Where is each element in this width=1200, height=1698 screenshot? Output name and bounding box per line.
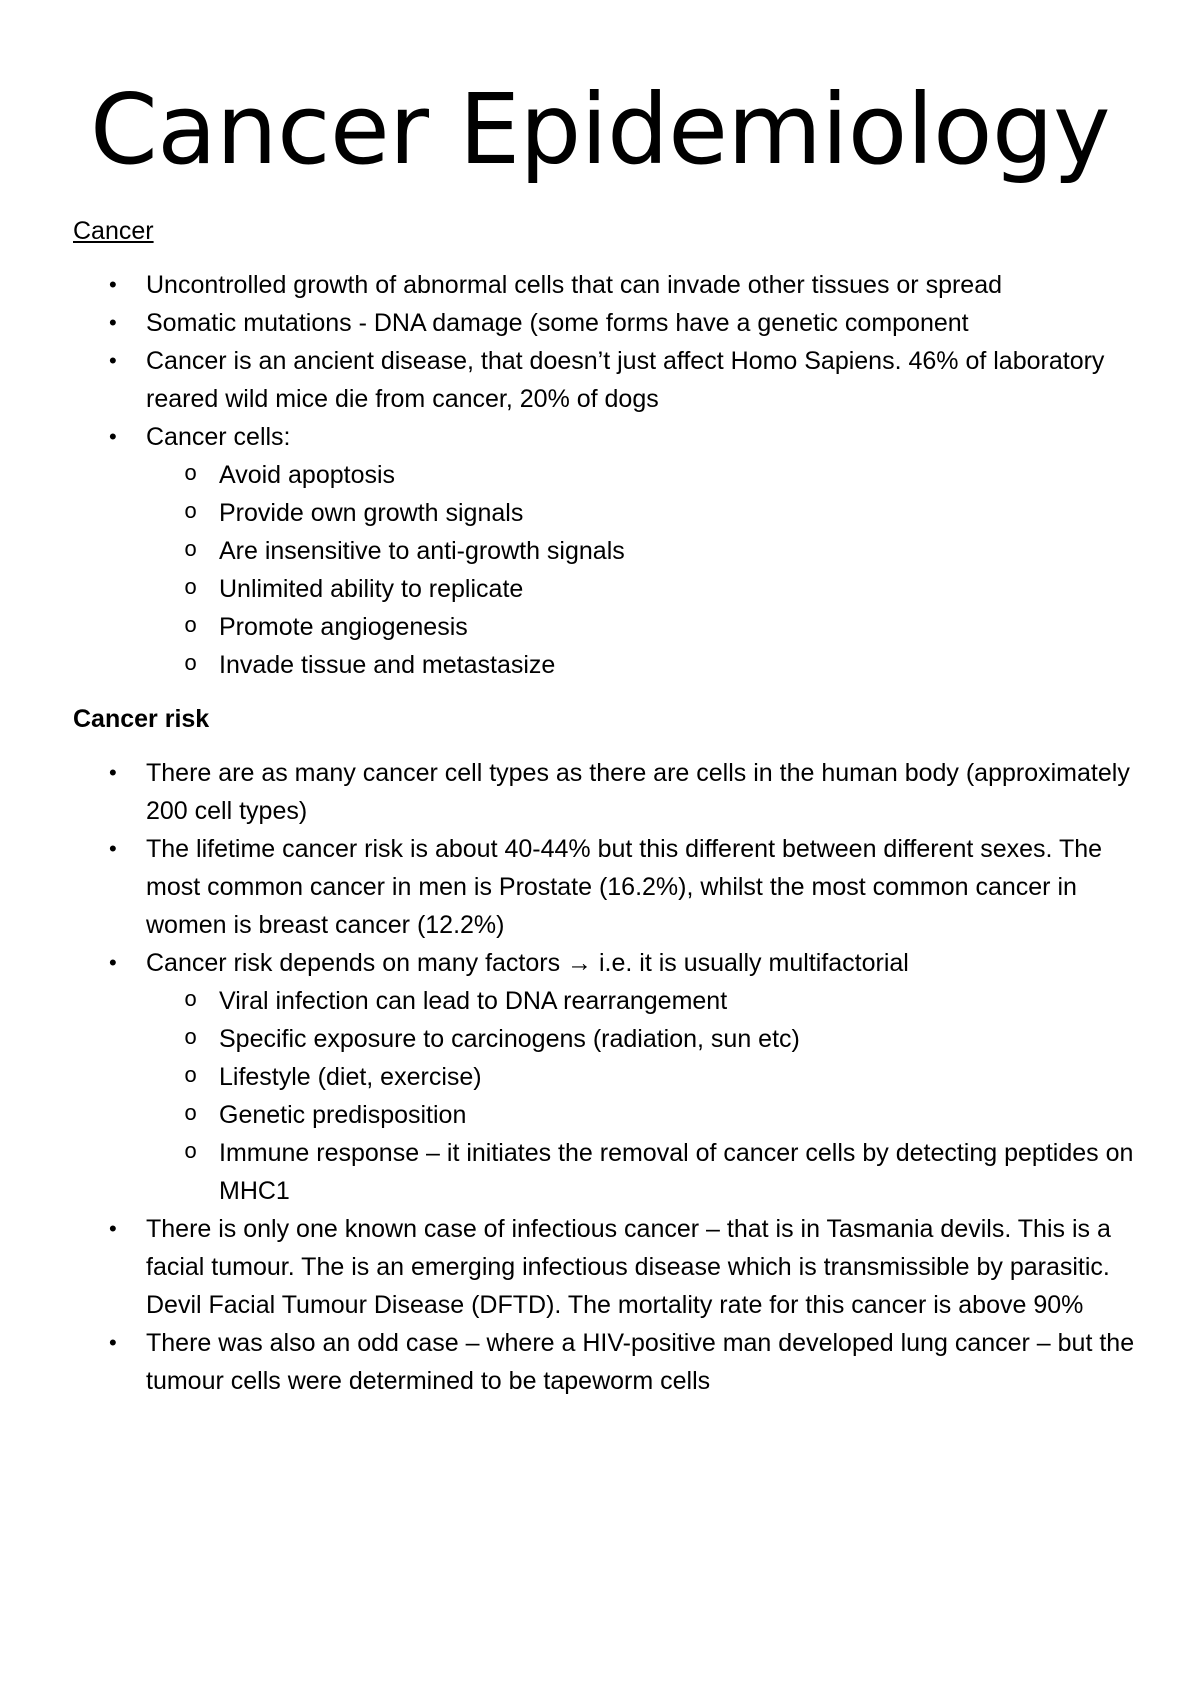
list-item-text: Cancer is an ancient disease, that doesn’t just affect Homo Sapiens. 46% of laboratory reared wild mice die from cancer, 20% of dogs (146, 347, 1105, 413)
hollow-bullet-icon: o (184, 1102, 198, 1127)
sub-list-item-text: Specific exposure to carcinogens (radiation, sun etc) (219, 1025, 800, 1053)
list-item (73, 944, 1143, 1210)
sub-list-item-text: Immune response – it initiates the removal of cancer cells by detecting peptides on MHC1 (219, 1139, 1134, 1205)
hollow-bullet-icon: o (184, 576, 198, 601)
sub-list-item (146, 646, 1143, 684)
list-item-text: There was also an odd case – where a HIV-positive man developed lung cancer – but the tumour cells were determined to be tapeworm cells (146, 1329, 1135, 1395)
list-item-text: Uncontrolled growth of abnormal cells that can invade other tissues or spread (146, 271, 1003, 299)
document-body (73, 212, 1143, 1400)
list-item-text: There is only one known case of infectious cancer – that is in Tasmania devils. This is a facial tumour. The is an emerging infectious disease which is transmissible by parasitic. Devil Facial Tumour Disease (DFTD). The mortality rate for this cancer is above 90% (146, 1215, 1111, 1319)
hollow-bullet-icon: o (184, 614, 198, 639)
hollow-bullet-icon: o (184, 1026, 198, 1051)
hollow-bullet-icon: o (184, 988, 198, 1013)
bullet-icon: • (109, 1216, 117, 1241)
bullet-icon: • (109, 310, 117, 335)
list-item-text: i.e. it is usually multifactorial (599, 949, 909, 977)
list-item (73, 1210, 1143, 1324)
list-item (73, 830, 1143, 944)
sub-list-item (146, 1058, 1143, 1096)
hollow-bullet-icon: o (184, 652, 198, 677)
section-heading-cancer: Cancer (73, 217, 154, 245)
sub-list-item-text: Promote angiogenesis (219, 613, 468, 641)
hollow-bullet-icon: o (184, 500, 198, 525)
sub-list-item-text: Invade tissue and metastasize (219, 651, 556, 679)
cancer-cells-sublist (146, 456, 1143, 684)
hollow-bullet-icon: o (184, 1140, 198, 1165)
sub-list-item (146, 1096, 1143, 1134)
cancer-bullet-list (73, 266, 1143, 684)
list-item-text: Cancer cells: (146, 423, 291, 451)
sub-list-item (146, 456, 1143, 494)
risk-factors-sublist (146, 982, 1143, 1210)
list-item (73, 266, 1143, 304)
sub-list-item-text: Lifestyle (diet, exercise) (219, 1063, 482, 1091)
hollow-bullet-icon: o (184, 1064, 198, 1089)
bullet-icon: • (109, 950, 117, 975)
bullet-icon: • (109, 272, 117, 297)
list-item-text: Cancer risk depends on many factors (146, 949, 561, 977)
list-item (73, 418, 1143, 684)
list-item-text: Somatic mutations - DNA damage (some forms have a genetic component (146, 309, 969, 337)
sub-list-item (146, 1020, 1143, 1058)
bullet-icon: • (109, 424, 117, 449)
sub-list-item (146, 1134, 1143, 1210)
bullet-icon: • (109, 1330, 117, 1355)
hollow-bullet-icon: o (184, 538, 198, 563)
list-item (73, 754, 1143, 830)
page-title: Cancer Epidemiology (90, 73, 1110, 186)
right-arrow-icon: → (567, 949, 593, 977)
sub-list-item-text: Are insensitive to anti-growth signals (219, 537, 625, 565)
sub-list-item (146, 982, 1143, 1020)
sub-list-item-text: Genetic predisposition (219, 1101, 467, 1129)
sub-list-item-text: Avoid apoptosis (219, 461, 396, 489)
sub-list-item-text: Provide own growth signals (219, 499, 524, 527)
list-item-text: The lifetime cancer risk is about 40-44% but this different between different sexes. The most common cancer in men is Prostate (16.2%), whilst the most common cancer in women is breast cancer (12.2%) (146, 835, 1103, 939)
cancer-risk-bullet-list (73, 754, 1143, 1400)
list-item-text: There are as many cancer cell types as there are cells in the human body (approximately 200 cell types) (146, 759, 1130, 825)
sub-list-item (146, 494, 1143, 532)
section-heading-cancer-risk: Cancer risk (73, 705, 210, 733)
sub-list-item-text: Viral infection can lead to DNA rearrangement (219, 987, 728, 1015)
sub-list-item (146, 608, 1143, 646)
list-item (73, 342, 1143, 418)
list-item (73, 1324, 1143, 1400)
sub-list-item (146, 532, 1143, 570)
hollow-bullet-icon: o (184, 462, 198, 487)
bullet-icon: • (109, 348, 117, 373)
sub-list-item (146, 570, 1143, 608)
bullet-icon: • (109, 760, 117, 785)
list-item (73, 304, 1143, 342)
sub-list-item-text: Unlimited ability to replicate (219, 575, 524, 603)
bullet-icon: • (109, 836, 117, 861)
